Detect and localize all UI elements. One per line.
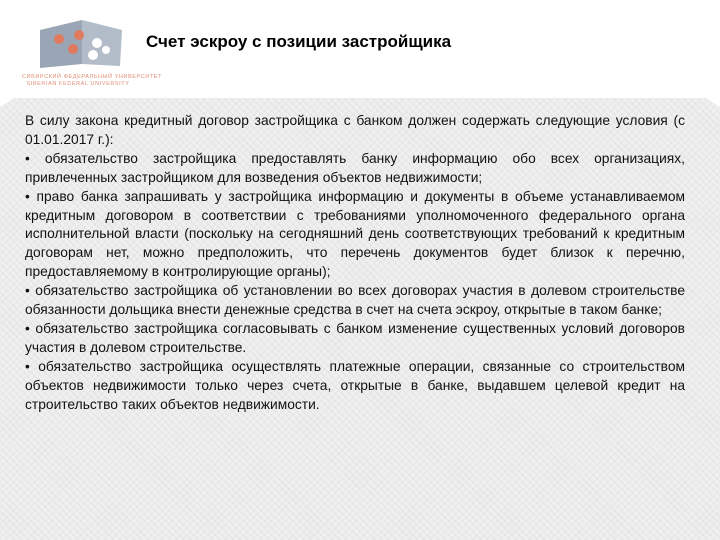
logo-caption xyxy=(22,74,163,88)
bullet-item: • обязательство застройщика предоставлять банку информацию обо всех организациях, привлеченных застройщиком для возведения объектов недвижимости; xyxy=(25,150,685,185)
logo-emblem-icon xyxy=(30,14,126,70)
bullet-item: • обязательство застройщика об установлении во всех договорах участия в долевом строительстве обязанности дольщика внести денежные средства в счет на счета эскроу, открытые в таком банке; xyxy=(25,283,685,318)
logo-caption-ru: СИБИРСКИЙ ФЕДЕРАЛЬНЫЙ УНИВЕРСИТЕТ xyxy=(22,74,163,80)
content-text xyxy=(25,112,685,415)
logo-caption-en: SIBERIAN FEDERAL UNIVERSITY xyxy=(26,81,130,87)
page-title: Счет эскроу с позиции застройщика xyxy=(146,32,452,51)
bullet-item: • обязательство застройщика согласовывать с банком изменение существенных условий договоров участия в долевом строительстве. xyxy=(25,320,685,355)
bullet-item: • право банка запрашивать у застройщика информацию и документы в объеме устанавливаемом кредитным договором в соответствии с требованиями уполномоченного федерального органа исполнительной власти (поскольку на сегодняшний день соответствующих требований к кредитным договорам нет, можно предположить, что перечень документов будет близок к перечню, предоставляемому в контролирующие органы); xyxy=(25,188,685,280)
bullet-item: • обязательство застройщика осуществлять платежные операции, связанные со строительством объектов недвижимости только через счета, открытые в банке, выдавшем целевой кредит на строительство таких объектов недвижимости. xyxy=(25,358,685,412)
university-logo xyxy=(22,14,163,96)
intro-paragraph: В силу закона кредитный договор застройщика с банком должен содержать следующие условия (с 01.01.2017 г.): xyxy=(25,113,685,147)
